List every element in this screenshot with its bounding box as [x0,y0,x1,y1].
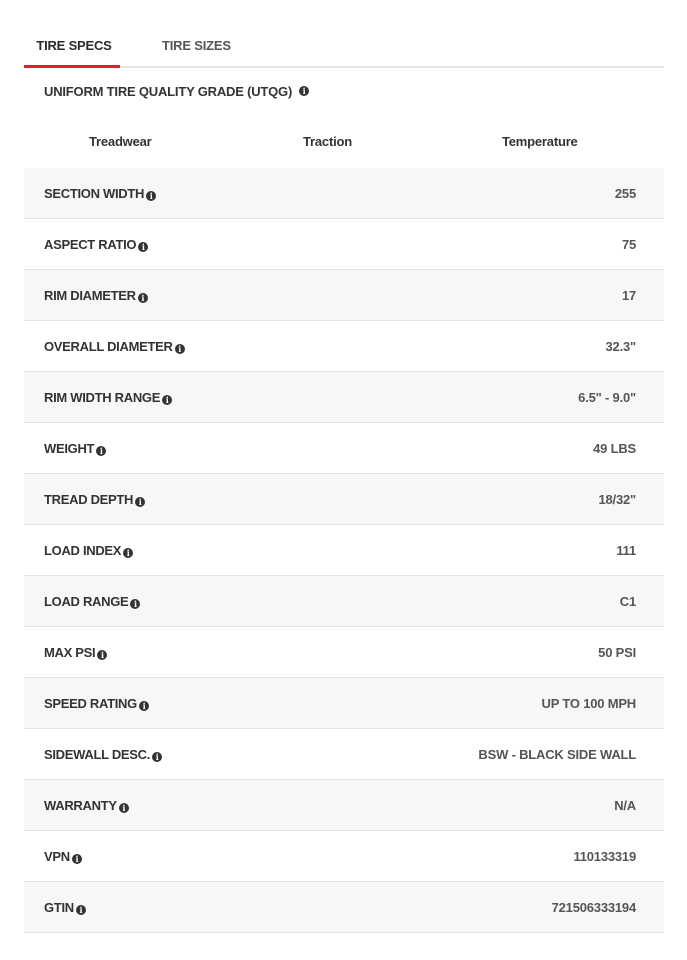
tab-bar [24,30,664,68]
spec-row-load-index [24,525,664,576]
info-icon[interactable]: i [96,446,106,456]
info-icon[interactable]: i [299,86,309,96]
spec-value: 111 [616,543,636,558]
spec-label: TREAD DEPTH i [44,492,145,507]
spec-label: RIM WIDTH RANGE i [44,390,172,405]
info-icon[interactable]: i [146,191,156,201]
info-icon[interactable]: i [119,803,129,813]
spec-label: VPN i [44,849,82,864]
spec-row-warranty [24,780,664,831]
spec-row-overall-diameter [24,321,664,372]
info-icon[interactable]: i [138,293,148,303]
spec-row-rim-width-range [24,372,664,423]
spec-label: SECTION WIDTH i [44,186,156,201]
info-icon[interactable]: i [130,599,140,609]
specs-table [24,168,664,933]
spec-value: 721506333194 [551,900,636,915]
spec-row-rim-diameter [24,270,664,321]
spec-label: SPEED RATING i [44,696,149,711]
info-icon[interactable]: i [123,548,133,558]
spec-label: LOAD RANGE i [44,594,140,609]
spec-row-section-width [24,168,664,219]
spec-label: OVERALL DIAMETER i [44,339,185,354]
utqg-col-treadwear: Treadwear [89,134,152,149]
spec-label: ASPECT RATIO i [44,237,148,252]
spec-value: N/A [614,798,636,813]
info-icon[interactable]: i [138,242,148,252]
spec-value: 49 LBS [593,441,636,456]
spec-value: 32.3" [605,339,636,354]
info-icon[interactable]: i [72,854,82,864]
spec-row-load-range [24,576,664,627]
tab-tire-specs[interactable]: TIRE SPECS [24,30,124,66]
info-icon[interactable]: i [76,905,86,915]
spec-value: C1 [619,594,636,609]
spec-label: SIDEWALL DESC. i [44,747,162,762]
spec-value: 18/32" [598,492,636,507]
spec-row-max-psi [24,627,664,678]
spec-value: 6.5" - 9.0" [578,390,636,405]
spec-row-aspect-ratio [24,219,664,270]
utqg-col-traction: Traction [303,134,352,149]
info-icon[interactable]: i [139,701,149,711]
spec-row-gtin [24,882,664,933]
spec-row-sidewall-desc [24,729,664,780]
spec-label: LOAD INDEX i [44,543,133,558]
utqg-heading [44,84,309,99]
spec-row-tread-depth [24,474,664,525]
spec-label: GTIN i [44,900,86,915]
tab-tire-sizes[interactable]: TIRE SIZES [162,38,231,53]
spec-value: BSW - BLACK SIDE WALL [478,747,636,762]
spec-value: 75 [621,237,636,252]
spec-row-speed-rating [24,678,664,729]
spec-value: 110133319 [573,849,636,864]
info-icon[interactable]: i [97,650,107,660]
spec-label: WARRANTY i [44,798,129,813]
spec-value: 17 [621,288,636,303]
spec-value: 50 PSI [598,645,636,660]
utqg-col-temperature: Temperature [502,134,578,149]
utqg-title: UNIFORM TIRE QUALITY GRADE (UTQG) [44,84,293,99]
info-icon[interactable]: i [135,497,145,507]
spec-label: RIM DIAMETER i [44,288,148,303]
spec-label: WEIGHT i [44,441,106,456]
spec-row-vpn [24,831,664,882]
spec-label: MAX PSI i [44,645,107,660]
spec-row-weight [24,423,664,474]
spec-value: UP TO 100 MPH [541,696,636,711]
info-icon[interactable]: i [162,395,172,405]
info-icon[interactable]: i [152,752,162,762]
spec-value: 255 [614,186,636,201]
info-icon[interactable]: i [175,344,185,354]
